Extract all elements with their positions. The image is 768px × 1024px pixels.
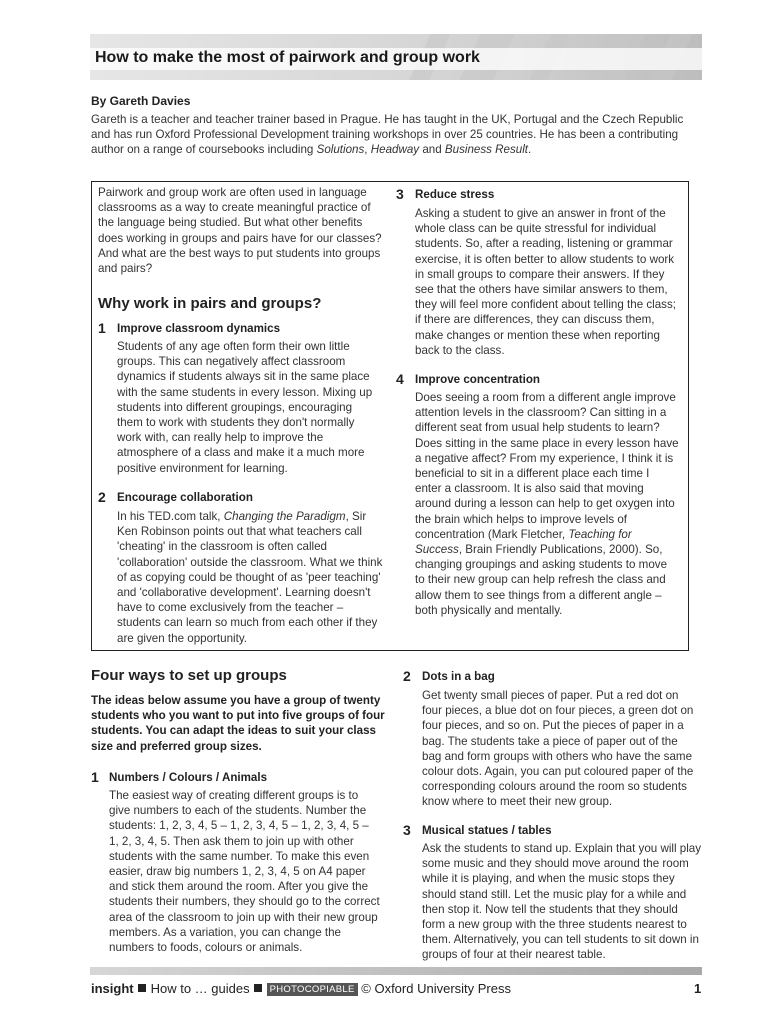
page-title-lead: How to — [95, 49, 149, 66]
photocopiable-badge: PHOTOCOPIABLE — [267, 983, 358, 996]
why-heading: Why work in pairs and groups? — [98, 295, 322, 312]
item-number: 3 — [403, 822, 411, 838]
item-number: 2 — [98, 489, 106, 505]
item-title: Reduce stress — [415, 188, 495, 201]
square-bullet-icon — [254, 984, 262, 992]
four-ways-intro: The ideas below assume you have a group of twenty students who you want to put into five groups of four students. You can adapt the ideas to suit your class size and preferred group sizes. — [91, 694, 385, 753]
item-text-part: , Sir Ken Robinson points out that what teachers call 'cheating' in the classroom is often called 'collaboration' outside the classroom. What we think of as copying could be thought of as 'peer teaching' and 'collaborative development'. Learning doesn't have to come exclusively from the teacher – students can learn so much from each other if they are given the opportunity. — [117, 510, 383, 645]
book-title: Teaching for Success — [415, 527, 632, 557]
item-number: 3 — [396, 186, 404, 202]
item-text-part: , Brain Friendly Publications, 2000). So, changing groupings and asking students to move to their new group can help refresh the class and allow them to see things from a different angle – both physically and mentally. — [415, 543, 668, 617]
item-title: Dots in a bag — [422, 670, 495, 683]
item-number: 4 — [396, 371, 404, 387]
footer-guides: How to … guides — [150, 981, 250, 996]
bio-book-solutions: Solutions — [316, 143, 365, 156]
bio-book-business-result: Business Result — [444, 143, 529, 156]
item-text: Students of any age often form their own little groups. This can negatively affect classroom dynamics if students always sit in the same place with the same students in every lesson. Mixing up students into different groupings, encouraging them to work with students they don't normally work with, can really help to improve the atmosphere of a class and make it a much more positive environment for learning. — [117, 340, 373, 475]
item-text-part: Does seeing a room from a different angle improve attention levels in the classroom? Can sitting in a different seat from usual help students to learn? Does sitting in the same place in every lesson have a negative affect? From my experience, I think it is beneficial to sit in a different place each time I enter a classroom. It is also said that moving around during a lesson can help to get oxygen into the brain which helps to improve levels of concentration (Mark Fletcher, — [415, 391, 679, 541]
item-text: The easiest way of creating different groups is to give numbers to each of the students. Number the students: 1, 2, 3, 4, 5 – 1, 2, 3, 4, 5 – 1, 2, 3, 4, 5 – 1, 2, 3, 4, 5. Then ask them to join up with other students with the same number. To make this even easier, draw big numbers 1, 2, 3, 4, 5 on A4 paper and stick them around the room. After you give the students their numbers, they should go to the correct area of the classroom to join up with their new group members. As a variation, you can change the numbers to foods, colours or animals. — [109, 789, 380, 955]
item-title: Improve concentration — [415, 373, 540, 386]
bio-end: . — [528, 143, 532, 156]
footer-copyright: © Oxford University Press — [361, 981, 511, 996]
author-bio — [91, 112, 703, 157]
item-text: Get twenty small pieces of paper. Put a red dot on four pieces, a blue dot on four pieces, a green dot on four pieces, and so on. Put the pieces of paper in a bag. The students take a piece of paper out of the bag and form groups with others who have the same colour dots. Again, you can put coloured paper of the corresponding colours around the room so students know where to meet their new group. — [422, 689, 694, 809]
footer-brand: insight — [91, 981, 134, 996]
item-title: Improve classroom dynamics — [117, 322, 281, 335]
item-text-part: In his TED.com talk, — [117, 510, 224, 523]
page-number: 1 — [694, 981, 702, 996]
item-text: Asking a student to give an answer in front of the whole class can be quite stressful for individual students. So, after a reading, listening or grammar exercise, it is often better to allow students to work in small groups to compare their answers. If they see that the others have similar answers to them, they will feel more confident about telling the class; if there are differences, they can discuss them, make changes or mention these when reporting back to the class. — [415, 207, 677, 357]
footer — [91, 981, 511, 996]
footer-band — [90, 967, 702, 975]
bio-text: Gareth is a teacher and teacher trainer based in Prague. He has taught in the UK, Portugal and the Czech Republic and has run Oxford Professional Development training workshops in over 25 countries. He has been a contributing author on a range of coursebooks including — [91, 113, 684, 156]
item-title: Encourage collaboration — [117, 491, 253, 504]
bio-sep: and — [419, 143, 445, 156]
bio-book-headway: Headway — [370, 143, 420, 156]
item-number: 1 — [91, 769, 99, 785]
square-bullet-icon — [138, 984, 146, 992]
title-banner — [90, 34, 702, 80]
four-ways-heading: Four ways to set up groups — [91, 667, 287, 684]
item-text — [117, 509, 387, 646]
item-text: Ask the students to stand up. Explain that you will play some music and they should move around the room while it is playing, and when the music stops they should stand still. Let the music play for a while and then stop it. Now tell the students that they should form a new group with the three students nearest to them. Alternatively, you can tell students to sit down in groups of four at their nearest table. — [422, 842, 702, 962]
item-title: Numbers / Colours / Animals — [109, 771, 268, 784]
box-intro: Pairwork and group work are often used in language classrooms as a way to create meaningful practice of the language being studied. But what other benefits does working in groups and pairs have for our classes? And what are the best ways to put students into groups and pairs? — [98, 186, 382, 276]
page-title — [95, 49, 480, 67]
talk-title: Changing the Paradigm — [223, 510, 346, 523]
item-text — [415, 390, 679, 618]
byline: By Gareth Davies — [91, 94, 191, 108]
item-title: Musical statues / tables — [422, 824, 552, 837]
item-number: 2 — [403, 668, 411, 684]
page-title-rest: make the most of pairwork and group work — [148, 49, 480, 66]
bio-sep: , — [364, 143, 371, 156]
item-number: 1 — [98, 320, 106, 336]
